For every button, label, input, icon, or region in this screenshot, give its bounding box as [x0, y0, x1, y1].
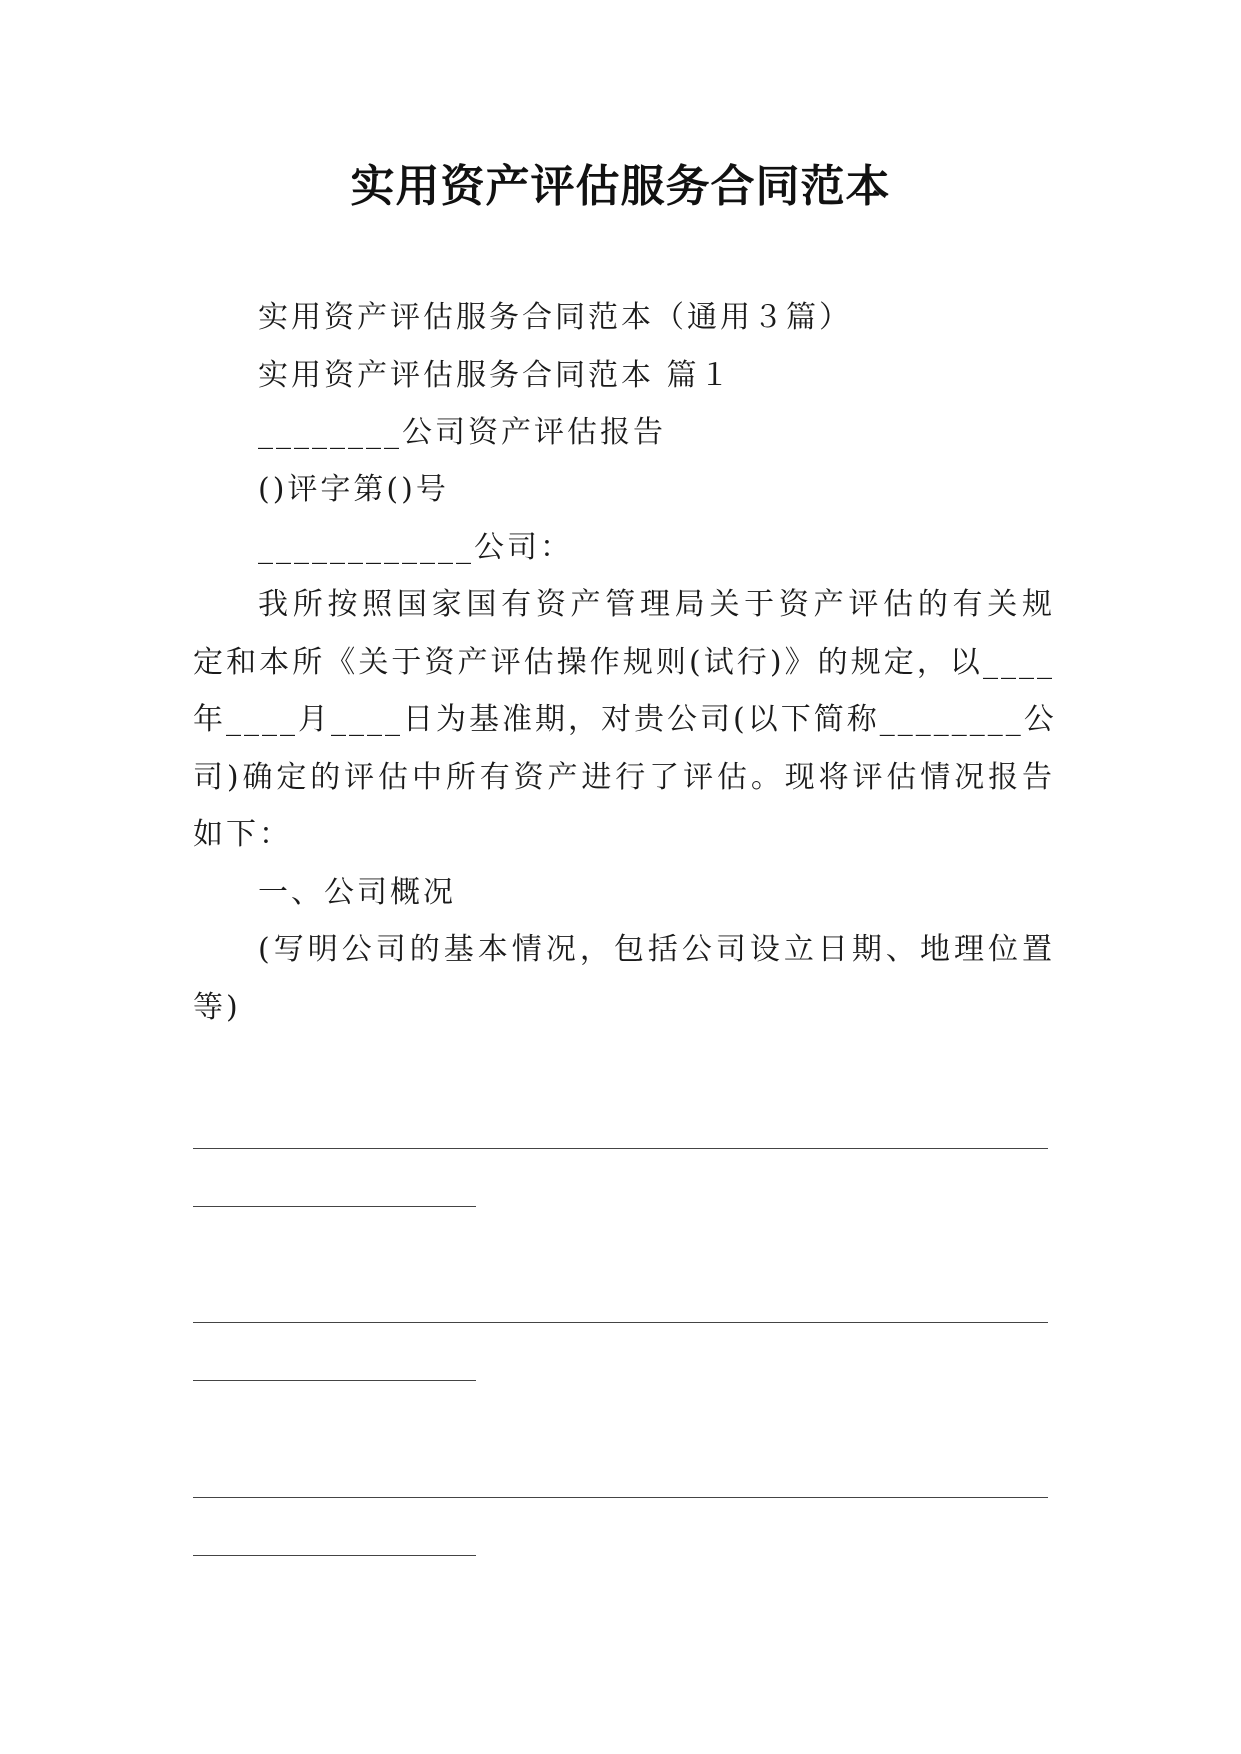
report-title: ________公司资产评估报告	[258, 415, 666, 450]
body-paragraph-line: 如下：	[193, 817, 292, 852]
blank-fill-line	[193, 1322, 1048, 1323]
body-paragraph-line: 定和本所《关于资产评估操作规则(试行)》的规定，以____	[193, 645, 1055, 680]
section-note-line: 等)	[193, 990, 241, 1025]
blank-fill-line	[193, 1497, 1048, 1498]
reference-number: ()评字第()号	[258, 472, 449, 507]
blank-fill-line	[193, 1380, 476, 1381]
document-title: 实用资产评估服务合同范本	[350, 161, 891, 212]
body-paragraph-line: 我所按照国家国有资产管理局关于资产评估的有关规	[258, 587, 1055, 622]
part-heading: 实用资产评估服务合同范本 篇１	[258, 358, 733, 393]
blank-fill-line	[193, 1148, 1048, 1149]
body-paragraph-line: 司)确定的评估中所有资产进行了评估。现将评估情况报告	[193, 760, 1055, 795]
blank-fill-line	[193, 1555, 476, 1556]
blank-fill-line	[193, 1206, 476, 1207]
body-paragraph-line: 年____月____日为基准期，对贵公司(以下简称________公	[193, 702, 1057, 737]
subtitle: 实用资产评估服务合同范本（通用３篇）	[258, 300, 852, 335]
section-note-line: (写明公司的基本情况，包括公司设立日期、地理位置	[258, 932, 1055, 967]
section-heading: 一、公司概况	[258, 875, 456, 910]
addressee-line: ____________公司：	[258, 530, 573, 565]
